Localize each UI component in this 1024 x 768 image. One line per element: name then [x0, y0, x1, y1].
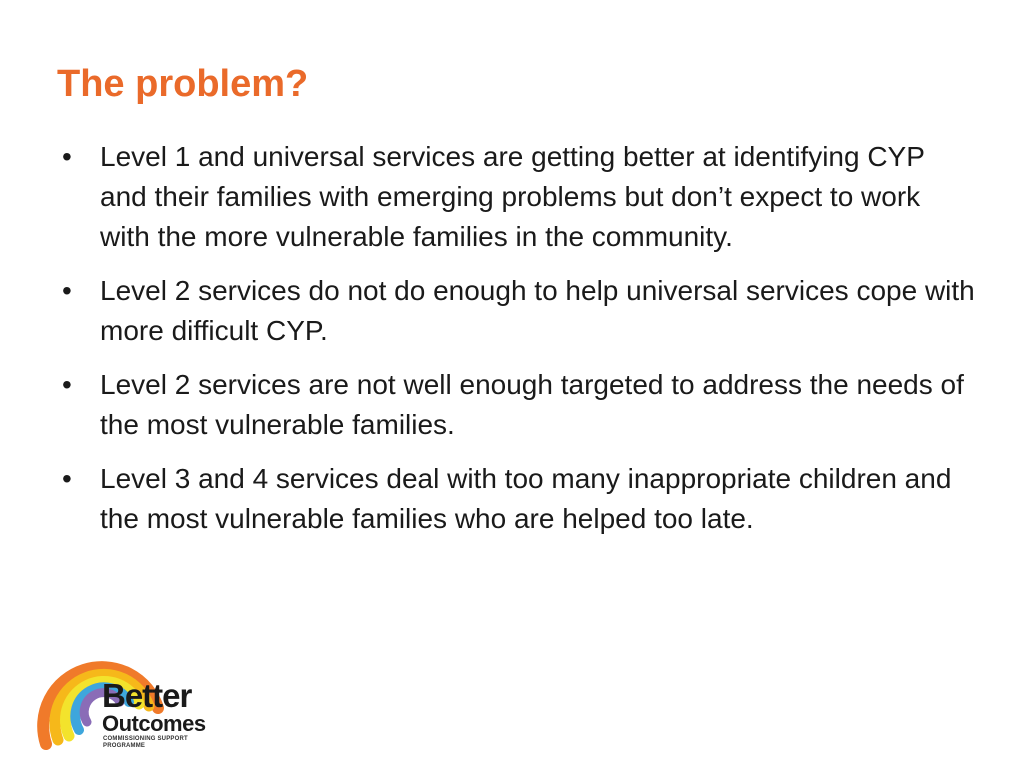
bullet-item [56, 459, 976, 539]
logo-text-outcomes: Outcomes [102, 711, 206, 736]
bullet-marker: • [62, 275, 72, 306]
bullet-text: Level 3 and 4 services deal with too many inappropriate children and the most vulnerable families who are helped too late. [100, 463, 952, 534]
slide-title: The problem? [57, 63, 309, 105]
bullet-item [56, 365, 976, 445]
bullet-marker: • [62, 369, 72, 400]
logo-text-better: Better [102, 677, 192, 714]
logo-tagline-line-2: PROGRAMME [103, 743, 146, 749]
bullet-list [56, 137, 976, 553]
logo-tagline [103, 736, 213, 750]
bullet-text: Level 2 services do not do enough to help universal services cope with more difficult CYP. [100, 275, 975, 346]
bullet-text: Level 1 and universal services are getting better at identifying CYP and their families with emerging problems but don’t expect to work with the more vulnerable families in the community. [100, 141, 925, 252]
bullet-item [56, 137, 976, 257]
bullet-marker: • [62, 463, 72, 494]
logo-tagline-line-1: COMMISSIONING SUPPORT [103, 736, 188, 742]
better-outcomes-logo [28, 612, 218, 762]
bullet-item [56, 271, 976, 351]
bullet-text: Level 2 services are not well enough targeted to address the needs of the most vulnerable families. [100, 369, 964, 440]
bullet-marker: • [62, 141, 72, 172]
